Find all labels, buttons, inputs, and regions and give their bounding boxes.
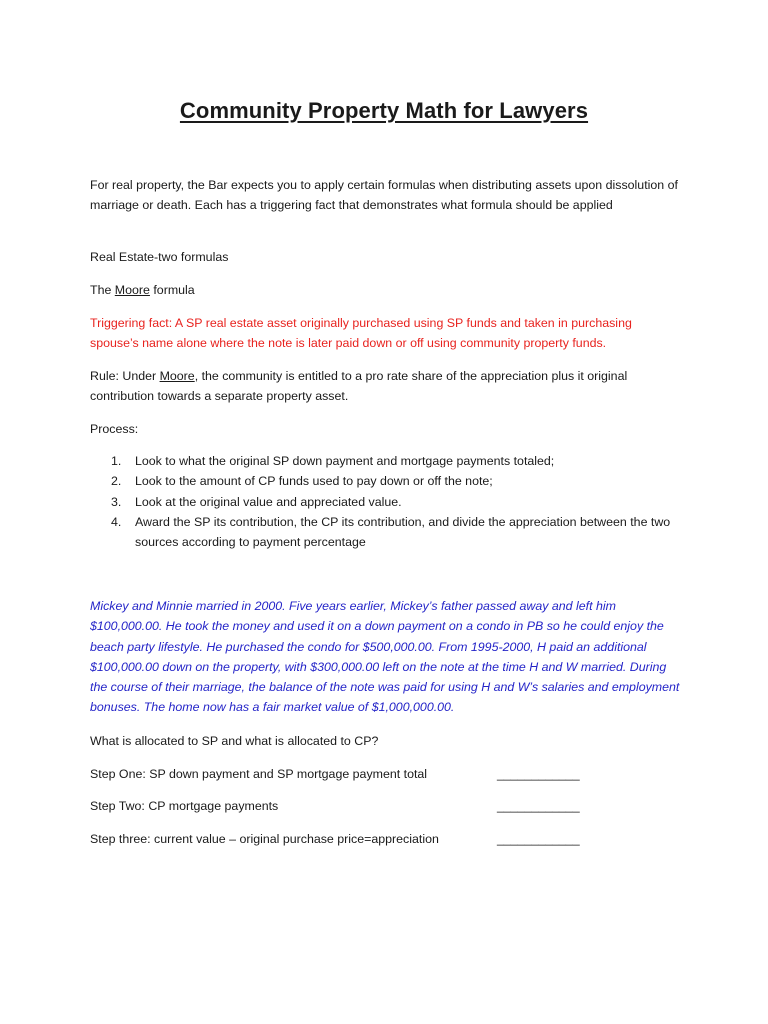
page-title: Community Property Math for Lawyers (179, 98, 589, 123)
list-item-text: Look to the amount of CP funds used to pay down or off the note; (135, 474, 493, 489)
formula-heading-suffix: formula (149, 283, 195, 297)
list-number: 1. (111, 454, 122, 468)
rule-paragraph (90, 366, 680, 407)
worksheet-step-three-label: Step three: current value – original purchase price=appreciation (90, 832, 439, 846)
worksheet-step-two-label: Step Two: CP mortgage payments (90, 799, 279, 813)
intro-paragraph: For real property, the Bar expects you to apply certain formulas when distributing assets upon dissolution of marriage or death. Each has a triggering fact that demonstrates what formula should be applied (90, 178, 678, 213)
rule-case-name: Moore (159, 369, 195, 383)
process-steps-list (90, 451, 680, 552)
process-heading: Process: (90, 422, 139, 436)
list-item-text: Award the SP its contribution, the CP its contribution, and divide the appreciation between the two sources according to payment percentage (135, 514, 671, 550)
worksheet-step-one-blank: ____________ (497, 767, 580, 781)
worksheet-step-two-blank: ____________ (497, 799, 580, 813)
list-number: 2. (111, 474, 122, 489)
list-item-text: Look to what the original SP down payment and mortgage payments totaled; (135, 454, 555, 468)
list-item-text: Look at the original value and appreciated value. (135, 494, 402, 509)
list-item (111, 492, 680, 512)
triggering-fact: Triggering fact: A SP real estate asset originally purchased using SP funds and taken in purchasing spouse’s name alone where the note is later paid down or off using community property funds. (90, 316, 632, 351)
rule-prefix: Rule: Under (90, 369, 160, 383)
worksheet-step-three-blank: ____________ (497, 832, 580, 846)
formula-name: Moore (114, 283, 150, 297)
formula-heading-prefix: The (90, 283, 115, 297)
example-scenario: Mickey and Minnie married in 2000. Five years earlier, Mickey’s father passed away and left him $100,000.00. He took the money and used it on a down payment on a condo in PB so he could enjoy the beach party lifestyle. He purchased the condo for $500,000.00. From 1995-2000, H paid an additional $100,000.00 down on the property, with $300,000.00 left on the note at the time H and W married. During the course of their marriage, the balance of the note was paid for using H and W’s salaries and employment bonuses. The home now has a fair market value of $1,000,000.00. (90, 599, 680, 715)
formula-heading (90, 280, 680, 300)
worksheet-step-one-label: Step One: SP down payment and SP mortgage payment total (90, 767, 428, 781)
list-item (111, 512, 680, 553)
list-item (111, 451, 680, 471)
list-number: 3. (111, 494, 122, 509)
rule-suffix: , the community is entitled to a pro rate share of the appreciation plus it original contribution towards a separate property asset. (90, 369, 628, 404)
real-estate-heading: Real Estate-two formulas (90, 250, 229, 264)
list-item (111, 471, 680, 491)
question: What is allocated to SP and what is allocated to CP? (90, 734, 379, 748)
list-number: 4. (111, 514, 122, 529)
